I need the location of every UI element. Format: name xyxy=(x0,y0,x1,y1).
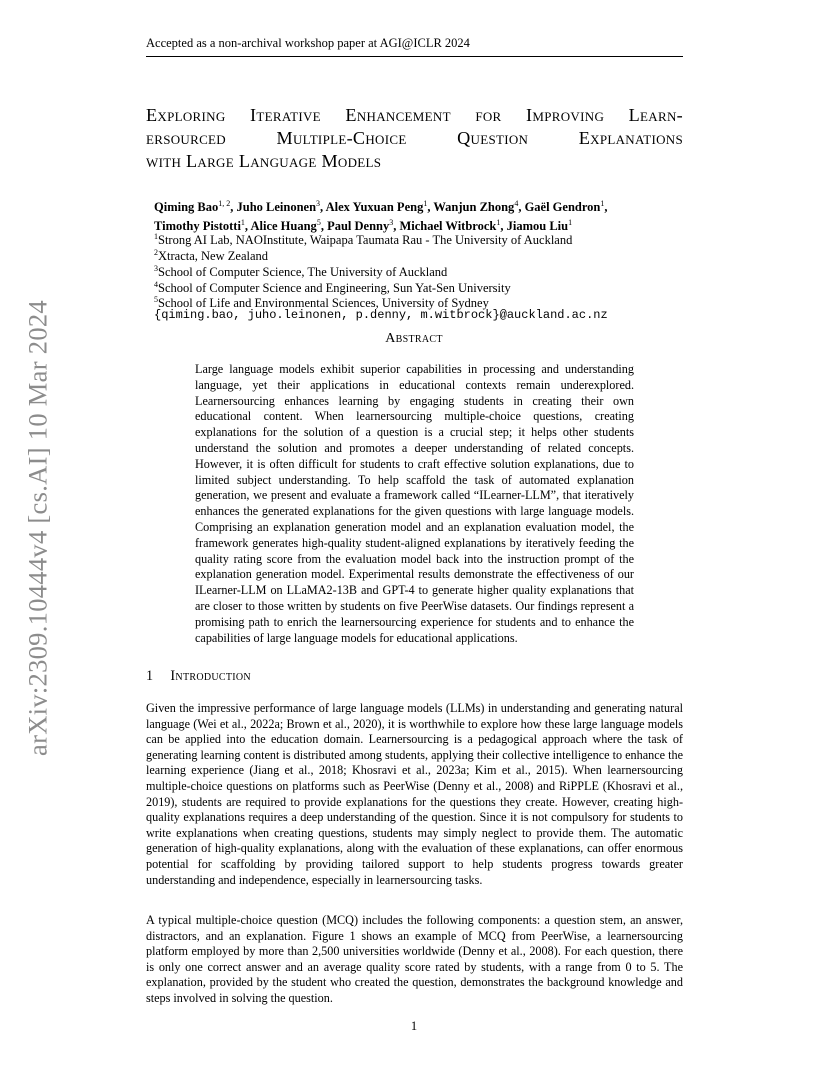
affiliation-text: School of Computer Science and Engineering, Sun Yat-Sen University xyxy=(158,281,511,296)
author-line: Timothy Pistotti$^1$, Alice Huang$^5$, Paul Denny$^3$, Michael Witbrock$^1$, Jiamou Liu$^1$ xyxy=(154,218,573,234)
affiliation-text: School of Computer Science, The University of Auckland xyxy=(158,265,448,280)
author-name: Alex Yuxuan Peng xyxy=(325,200,424,215)
title-line: Exploring Iterative Enhancement for Improving Learn- xyxy=(146,105,683,125)
author-affiliation: 1 xyxy=(423,199,428,208)
author-affiliation: 3 xyxy=(316,199,321,208)
author-affiliation: 4 xyxy=(514,199,519,208)
author-name: Juho Leinonen xyxy=(236,200,317,215)
author-name: Qiming Bao xyxy=(154,200,219,215)
page-number: 1 xyxy=(410,1019,418,1033)
author-line: Qiming Bao$^{1, 2}$, Juho Leinonen$^3$, Alex Yuxuan Peng$^1$, Wanjun Zhong$^4$, Gaël Gendron$^1$, xyxy=(154,199,608,215)
abstract-body: Large language models exhibit superior capabilities in processing and understanding language, yet their applications in educational contexts remain underexplored. Learnersourcing enhances learning by engaging students in creating their own educational content. When learnersourcing multiple-choice questions, creating explanations for the solution of a question is a crucial step; it helps other students understand the solution and promotes a deeper understanding of related concepts. However, it is often difficult for students to craft effective solution explanations, due to limited subject understanding. To help scaffold the task of automated explanation generation, we present and evaluate a framework called “ILearner-LLM”, that iteratively enhances the generated explanations for the given questions with large language models. Comprising an explanation generation model and an explanation evaluation model, the framework generates high-quality student-aligned explanations by iteratively feeding the quality rating score from the evaluation model back into the instruction prompt of the explanation generation model. Experimental results demonstrate the effectiveness of our ILearner-LLM on LLaMA2-13B and GPT-4 to generate higher quality explanations that are closer to those written by students on five PeerWise datasets. Our findings represent a promising path to enrich the learnersourcing experience for students and to enhance the capabilities of large language models for educational applications. xyxy=(195,362,634,645)
author-name: Paul Denny xyxy=(327,219,390,234)
affiliation-number: 5 xyxy=(154,295,158,304)
author-emails: {qiming.bao, juho.leinonen, p.denny, m.witbrock}@auckland.ac.nz xyxy=(154,308,608,322)
arxiv-stamp: arXiv:2309.10444v4 [cs.AI] 10 Mar 2024 xyxy=(22,300,53,756)
paper-title xyxy=(146,104,683,173)
author-affiliation: 3 xyxy=(389,218,394,228)
affiliation-text: Xtracta, New Zealand xyxy=(158,249,269,264)
header-note: Accepted as a non-archival workshop paper at AGI@ICLR 2024 xyxy=(146,36,470,50)
author-name: Gaël Gendron xyxy=(524,200,601,215)
author-affiliation: 1 xyxy=(240,218,245,228)
section-heading xyxy=(146,668,251,685)
header-rule xyxy=(146,56,683,57)
author-name: Timothy Pistotti xyxy=(154,219,241,234)
author-affiliation: 1 xyxy=(600,199,605,208)
author-affiliation: 1, 2 xyxy=(218,199,231,208)
affiliation-number: 1 xyxy=(154,232,158,241)
author-name: Wanjun Zhong xyxy=(433,200,515,215)
author-name: Alice Huang xyxy=(250,219,317,234)
affiliation-number: 2 xyxy=(154,248,158,257)
affiliation-number: 4 xyxy=(154,280,158,289)
title-line: ersourced Multiple-Choice Question Explanations xyxy=(146,128,683,148)
affiliation-text: School of Life and Environmental Sciences, University of Sydney xyxy=(158,296,489,311)
author-affiliation: 1 xyxy=(568,218,573,228)
section-number: 1 xyxy=(146,668,154,684)
section-title: Introduction xyxy=(170,668,251,684)
affiliation-text: Strong AI Lab, NAOInstitute, Waipapa Taumata Rau - The University of Auckland xyxy=(158,233,573,248)
abstract-heading: Abstract xyxy=(385,331,443,346)
affiliation-number: 3 xyxy=(154,264,158,273)
author-name: Michael Witbrock xyxy=(399,219,497,234)
author-affiliation: 1 xyxy=(496,218,501,228)
body-paragraph: A typical multiple-choice question (MCQ) includes the following components: a question stem, an answer, distractors, and an explanation. Figure 1 shows an example of MCQ from PeerWise, a learnersourcing platform employed by more than 2,500 universities worldwide (Denny et al., 2008). For each question, there is only one correct answer and an average quality score rated by students, with a range from 0 to 5. The explanation, provided by the student who created the question, demonstrates the background knowledge and steps involved in solving the question. xyxy=(146,913,683,1005)
author-affiliation: 5 xyxy=(316,218,321,228)
title-line: with Large Language Models xyxy=(146,151,382,171)
author-name: Jiamou Liu xyxy=(506,219,569,234)
body-paragraph: Given the impressive performance of large language models (LLMs) in understanding and generating natural language (Wei et al., 2022a; Brown et al., 2020), it is worthwhile to explore how these large language models can be applied into the education domain. Learnersourcing is a pedagogical approach where the task of generating learning content is distributed among students, applying their collective intelligence to enhance the learning experience (Jiang et al., 2018; Khosravi et al., 2023a; Kim et al., 2015). When learnersourcing multiple-choice questions on platforms such as PeerWise (Denny et al., 2008) and RiPPLE (Khosravi et al., 2019), students are required to provide explanations for the questions they create. However, creating high-quality explanations requires a deep understanding of the question. Since it is not compulsory for students to write explanations when creating questions, students may simply neglect to provide them. The automatic generation of high-quality explanations, along with the evaluation of these explanations, can offer enormous potential for scaffolding by providing tailored support to help students progress towards greater understanding and independence, especially in learnersourcing tasks. xyxy=(146,701,683,887)
